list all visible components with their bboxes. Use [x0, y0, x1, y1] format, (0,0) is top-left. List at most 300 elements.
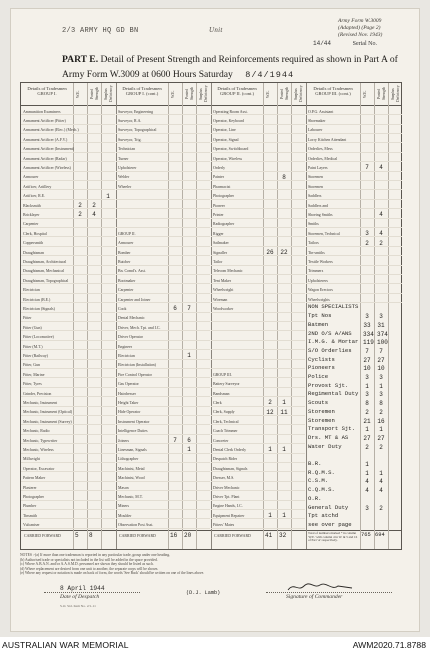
trade-label: Carpenter: [23, 222, 39, 227]
handwritten-trade: Pioneers: [308, 364, 335, 372]
trade-label: Wheelwright: [213, 288, 234, 293]
handwritten-value: 4: [365, 487, 369, 495]
trade-label: Mechanic, Radio: [23, 429, 50, 434]
trade-label: Tent Maker: [213, 278, 231, 283]
trade-label: Mechanic, Instrument: [23, 400, 58, 405]
carried-forward-label: CARRIED FORWARD: [24, 534, 61, 538]
trade-label: Mechanic, Typewriter: [23, 438, 58, 443]
table-row: [211, 361, 305, 369]
strength-value: 7: [173, 437, 177, 444]
strength-value: 2: [379, 239, 383, 247]
trade-label: Artificer, R.E.: [23, 194, 46, 199]
strength-value: 2: [365, 239, 369, 247]
trade-label: Storemen, Technical: [308, 231, 340, 236]
handwritten-trade: Batmen: [308, 320, 329, 328]
strength-value: 8: [282, 173, 286, 181]
trade-label: Orderly: [213, 165, 226, 170]
handwritten-value: 3: [379, 374, 383, 381]
trade-label: Armament Artificer (Elec.) (Mech.): [23, 128, 79, 133]
handwritten-value: 7: [379, 347, 383, 355]
trade-label: Fitter (Locomotive): [23, 335, 54, 340]
trade-label: Machinist, Metal: [118, 466, 145, 471]
strength-value: 11: [280, 408, 288, 416]
trade-label: Miners: [118, 504, 130, 509]
subcolumn-header: Surplus Deficiency: [104, 85, 113, 103]
trade-label: Surveyor, Trig.: [118, 137, 142, 142]
strength-value: 7: [365, 164, 369, 172]
signature-line: [266, 592, 392, 593]
trade-label: Driver, Mech. Tpt. and I.C.: [118, 325, 161, 330]
handwritten-trade: Storemen: [308, 407, 335, 415]
strength-value: 2: [78, 202, 82, 209]
trade-label: Moulder: [118, 513, 132, 518]
trade-label: Operating Room Asst.: [213, 109, 248, 114]
handwritten-trade: 2ND O/S A/ANS: [308, 329, 352, 337]
form-adapted: (Adapted) (Page 2): [338, 25, 381, 31]
trade-label: Tailors: [308, 241, 319, 246]
handwritten-trade: Cyclists: [308, 355, 335, 363]
subcolumn-header: W.E.: [266, 90, 270, 98]
trade-label: Shoemaker: [308, 118, 326, 123]
trade-label: Labourer: [308, 128, 323, 133]
handwritten-value: 1: [379, 469, 383, 477]
details-column-header: Details of Tradesmen GROUP III. (cont.): [313, 86, 353, 96]
trade-label: Carpenter: [118, 288, 134, 293]
trade-label: Orderlies, Mess: [308, 147, 333, 152]
grand-total-value: 694: [375, 532, 385, 538]
subcolumn-header: W.E.: [171, 90, 175, 98]
trade-label: Lithographer: [118, 457, 139, 462]
trade-label: Plumber: [23, 504, 37, 509]
trade-label: Carpenter and Joiner: [118, 297, 151, 302]
totals-note: Total of numbers marked * in column 'W.E.' with column 4 in W. & 5 and 16 of Part 'A' respectively.: [308, 531, 358, 542]
trade-label: Technician: [118, 147, 136, 152]
trade-label: Draughtsman: [23, 250, 44, 255]
trade-label: Bootmaker: [118, 278, 136, 283]
strength-value: 1: [282, 446, 286, 454]
handwritten-trade: Provost Sjt.: [308, 381, 349, 389]
trade-label: Operator, Switchboard: [213, 147, 249, 152]
trade-label: Joiners: [118, 438, 130, 443]
trade-label: Surveyor, Topographical: [118, 128, 157, 133]
trade-label: Concreter: [213, 438, 229, 443]
handwritten-trade: S/O Orderlies: [308, 346, 352, 354]
strength-value: 6: [187, 437, 191, 444]
trade-label: Upholsterers: [308, 278, 328, 283]
handwritten-value: 3: [365, 313, 369, 321]
trade-label: Draughtsman, Architectural: [23, 259, 67, 264]
trade-label: Electrician: [118, 353, 135, 358]
strength-value: 22: [280, 249, 288, 256]
handwritten-value: 1: [365, 426, 369, 434]
note-line: (c) Where A.B.A.N. and/or A.A.S.M.D. personnel are shown they should be listed as such.: [20, 562, 154, 567]
unit-value: 2/3 ARMY HQ GD BN: [62, 27, 139, 35]
handwritten-trade: Tpt atchd: [308, 512, 339, 520]
carried-forward-value: 16: [170, 532, 178, 539]
trade-label: Mechanic, M.T.: [118, 494, 143, 499]
trade-label: Saddlers: [308, 194, 322, 199]
trade-label: Clerk, Hospital: [23, 231, 47, 236]
handwritten-value: 8: [365, 400, 369, 408]
handwritten-value: 4: [365, 478, 369, 486]
handwritten-value: 3: [379, 313, 383, 321]
page-title: [62, 52, 402, 83]
trade-label: Rigger: [213, 231, 224, 236]
handwritten-value: 3: [365, 504, 369, 512]
handwritten-value: 27: [363, 356, 371, 364]
column-divider: [306, 83, 307, 549]
strength-value: 1: [282, 399, 286, 407]
table-row: [211, 314, 305, 322]
trade-label: Photographer: [23, 494, 44, 499]
trade-label: Clerk, Technical: [213, 419, 239, 424]
strength-table: [20, 82, 402, 550]
trade-label: Driver Mechanic: [213, 485, 240, 490]
table-row: [211, 333, 305, 341]
note-line: (d) Where replacement are desired from one unit to another, the separate corps will be shown.: [20, 566, 159, 571]
subcolumn-header: Posted Strength: [185, 87, 194, 101]
carried-forward-value: 32: [279, 532, 287, 539]
handwritten-trade: R.Q.M.S.: [308, 468, 335, 476]
strength-value: 4: [379, 230, 383, 238]
handwritten-value: 2: [365, 443, 369, 451]
trade-label: Storemen: [308, 184, 323, 189]
handwritten-trade: Tpt Nos: [308, 312, 332, 320]
trade-label: Paint Layers: [308, 165, 328, 170]
trade-label: Pharmacist: [213, 184, 231, 189]
strength-value: 1: [282, 512, 286, 520]
handwritten-value: 7: [365, 347, 369, 355]
carried-forward-label: CARRIED FORWARD: [214, 534, 251, 538]
trade-label: Mechanic, Instrument (Optical): [23, 410, 73, 415]
trade-label: Clerk: [213, 400, 222, 405]
trade-label: Electrician (Installation): [118, 363, 156, 368]
trade-label: Tin-smiths: [308, 250, 325, 255]
handwritten-value: 2: [379, 408, 383, 416]
trade-label: Painter: [213, 175, 225, 180]
strength-value: 1: [106, 192, 110, 200]
handwritten-value: 1: [379, 426, 383, 434]
subcolumn-header: Posted Strength: [377, 87, 386, 101]
carried-forward-value: 8: [89, 532, 93, 539]
trade-label: Bricklayer: [23, 212, 40, 217]
subcolumn-header: W.E.: [76, 90, 80, 98]
handwritten-trade: Transport Sjt.: [308, 425, 355, 433]
trade-label: Gas Operator: [118, 382, 139, 387]
trade-label: Fire Control Operator: [118, 372, 152, 377]
trade-label: Operator, Line: [213, 128, 236, 133]
archive-caption-bar: [0, 637, 430, 653]
serial-value: 14/44: [313, 40, 332, 47]
trade-label: Radiographer: [213, 222, 235, 227]
trade-label: Shoeing Smiths: [308, 212, 333, 217]
handwritten-value: 21: [363, 417, 371, 425]
handwritten-value: 8: [379, 400, 383, 408]
handwritten-trade: NON SPECIALISTS: [308, 303, 359, 311]
trade-label: Dental Mechanic: [118, 316, 145, 321]
trade-label: Mason: [118, 485, 129, 490]
trade-label: Operator, Wireless: [213, 156, 243, 161]
trade-label: Pioneer: [213, 203, 225, 208]
details-column-header: Details of Tradesmen GROUP I. (cont.): [122, 86, 162, 96]
strength-value: 6: [173, 305, 177, 313]
trade-label: Vulcaniser: [23, 523, 40, 528]
handwritten-value: 31: [377, 321, 385, 329]
trade-label: Draughtsman, Topographical: [23, 278, 69, 283]
trade-label: Bn. Comd's. Asst.: [118, 269, 146, 274]
trade-label: Textile Workers: [308, 259, 333, 264]
despatch-date: 8 April 1944: [60, 585, 105, 592]
trade-label: Lorry Kitchen Attendant: [308, 137, 347, 142]
trade-label: Blacksmith: [23, 203, 41, 208]
handwritten-trade: I.M.G. & Mortar: [308, 338, 359, 346]
trade-label: Dresser, M.S.: [213, 476, 235, 481]
subcolumn-header: Surplus Deficiency: [294, 85, 303, 103]
handwritten-value: 1: [365, 469, 369, 477]
note-line: (e) Where any request or notation is made on back of form, the words 'See Back' should be written on one of the lines above.: [20, 571, 205, 576]
handwritten-value: 27: [377, 356, 385, 364]
trade-label: Operator, Signal: [213, 137, 239, 142]
handwritten-value: 1: [379, 382, 383, 390]
trade-label: Wireman: [213, 297, 228, 302]
handwritten-trade: Water Duty: [308, 442, 342, 450]
trade-label: Turner: [118, 156, 129, 161]
handwritten-value: 2: [379, 443, 383, 451]
trade-label: Plasterer: [23, 485, 37, 490]
trade-label: Clerk, Supply: [213, 410, 235, 415]
trade-label: Linesman, Signals: [118, 447, 147, 452]
trade-label: Printer: [213, 212, 224, 217]
trade-label: Coppersmith: [23, 241, 44, 246]
trade-label: Coach Trimmer: [213, 429, 238, 434]
unit-label: Unit: [209, 26, 223, 34]
handwritten-value: 16: [377, 417, 385, 425]
trade-label: Operator, Keyboard: [213, 118, 244, 123]
strength-value: 4: [92, 211, 96, 219]
handwritten-value: 1: [365, 382, 369, 390]
trade-label: Bomber: [118, 250, 131, 255]
trade-label: Electrician: [23, 288, 40, 293]
subcolumn-divider: [374, 83, 375, 549]
strength-value: 12: [266, 408, 274, 416]
table-row: [116, 192, 210, 200]
subcolumn-header: Surplus Deficiency: [391, 85, 400, 103]
strength-value: 2: [268, 399, 272, 407]
trade-label: Driver Tpt. Plant: [213, 494, 240, 499]
handwritten-value: 3: [365, 391, 369, 399]
trade-label: Mechanic, Wireless: [23, 447, 54, 452]
trade-label: Fitter, Gun: [23, 363, 40, 368]
handwritten-value: 10: [363, 365, 371, 373]
handwritten-value: 119: [363, 339, 374, 347]
trade-label: Electrician (B.E.): [23, 297, 51, 302]
trade-label: Fitters' Mates: [213, 523, 235, 528]
title-text: Detail of Present Strength and Reinforcements required as shown in Part A of Army Form W.3009 at 0600 Hours Saturday: [62, 54, 398, 80]
trade-label: Fitter (M.T.): [23, 344, 43, 349]
trade-label: Ammunition Examiners: [23, 109, 61, 114]
trade-label: Upholsterer: [118, 165, 137, 170]
subcolumn-header: Posted Strength: [90, 87, 99, 101]
handwritten-value: 1: [365, 461, 369, 468]
trade-label: Pattern Maker: [23, 476, 46, 481]
handwritten-value: 334: [363, 330, 374, 338]
handwritten-value: 2: [365, 408, 369, 416]
despatch-label: Date of Despatch: [60, 594, 100, 600]
trade-label: Smiths: [308, 222, 319, 227]
subcolumn-header: Posted Strength: [280, 87, 289, 101]
trade-label: Engineer: [118, 344, 133, 349]
trade-label: Draughtsman, Mechanical: [23, 269, 65, 274]
trade-label: Cook: [118, 306, 127, 311]
trade-label: Welder: [118, 175, 130, 180]
trade-label: Trimmers: [308, 269, 324, 274]
strength-value: 1: [187, 352, 191, 360]
trade-label: Equipment Repairer: [213, 513, 245, 518]
trade-label: Armament Artificer (Radar): [23, 156, 67, 161]
serial-line: [313, 40, 377, 47]
table-row: [211, 342, 305, 350]
part-label: PART E.: [62, 54, 99, 65]
trade-label: Wheelwrights: [308, 297, 330, 302]
handwritten-trade: B.R.: [308, 460, 322, 467]
handwritten-trade: see over page: [308, 520, 352, 528]
trade-label: Orderlies, Medical: [308, 156, 338, 161]
trade-label: Bandsman: [213, 391, 230, 396]
subcolumn-divider: [388, 83, 389, 549]
trade-label: Armament Artificer (Wireless): [23, 165, 71, 170]
strength-value: 1: [268, 512, 272, 520]
trade-label: Height Taker: [118, 400, 139, 405]
trade-label: Butcher: [118, 259, 131, 264]
subcolumn-divider: [360, 83, 361, 549]
trade-label: Surveyor, R.A.: [118, 118, 142, 123]
print-reference: S.O. Std. Item No. 2/1-11: [60, 604, 96, 608]
handwritten-value: 27: [363, 434, 371, 442]
strength-value: 26: [266, 249, 274, 256]
handwritten-value: 2: [379, 504, 383, 512]
trade-label: Sailmaker: [213, 241, 229, 246]
trade-label: Armourer: [118, 241, 134, 246]
handwritten-value: 10: [377, 365, 385, 373]
trade-label: Tailor: [213, 259, 223, 264]
table-row: [211, 323, 305, 331]
handwritten-trade: O.R.: [308, 494, 322, 502]
trade-label: Wagon Erectors: [308, 288, 333, 293]
trade-label: Despatch Rider: [213, 457, 238, 462]
trade-label: Saddlers and: [308, 203, 328, 208]
handwritten-value: 100: [377, 339, 388, 347]
trade-label: Woodworker: [213, 306, 234, 311]
trade-label: Armament Artificer (Fitter): [23, 118, 66, 123]
details-column-header: Details of Tradesmen GROUP I.: [27, 86, 67, 96]
handwritten-value: 4: [379, 478, 383, 486]
form-reference: [338, 18, 382, 39]
trade-label: Photographer: [213, 194, 234, 199]
trade-label: GROUP III.: [213, 372, 232, 377]
form-notes: [20, 553, 402, 576]
trade-label: Artificer, Artillery: [23, 184, 52, 189]
trade-label: Hide Operator: [118, 410, 141, 415]
trade-label: Armament Artificer (Instrument): [23, 147, 75, 152]
trade-label: Telecom Mechanic: [213, 269, 243, 274]
handwritten-value: 3: [379, 391, 383, 399]
strength-value: 7: [187, 305, 191, 313]
table-row: [211, 351, 305, 359]
trade-label: O.P.G. Assistant: [308, 109, 334, 114]
trade-label: Instrument Operator: [118, 419, 150, 424]
trade-label: Fitter: [23, 316, 32, 321]
trade-label: Surveyor, Engineering: [118, 109, 154, 114]
handwritten-trade: Drs. MT & AS: [308, 433, 349, 441]
trade-label: Fitter (Railway): [23, 353, 48, 358]
strength-value: 2: [92, 202, 96, 209]
trade-label: Mechanic, Instrument (Survey): [23, 419, 72, 424]
details-column-header: Details of Tradesmen GROUP II. (cont.): [217, 86, 257, 96]
trade-label: Draughtsman, Signals: [213, 466, 248, 471]
trade-label: Engine Hands, I.C.: [213, 504, 243, 509]
form-revised: (Revised Nov. 1943): [338, 32, 383, 38]
carried-forward-value: 20: [184, 532, 192, 539]
trade-label: Storemen: [308, 175, 323, 180]
trade-label: Armourer: [23, 175, 39, 180]
trade-label: Fitter, Marine: [23, 372, 45, 377]
trade-label: Fitter (Gun): [23, 325, 42, 330]
trade-label: Machinist, Wood: [118, 476, 145, 481]
table-row: [116, 201, 210, 209]
form-number: Army Form W.3009: [338, 18, 382, 24]
trade-label: Operator, Excavator: [23, 466, 55, 471]
trade-label: Wheeler: [118, 184, 132, 189]
despatch-line: [44, 592, 140, 593]
trade-label: Hairdresser: [118, 391, 136, 396]
strength-value: 3: [365, 230, 369, 238]
trade-label: Battery Surveyor: [213, 382, 240, 387]
subcolumn-header: Surplus Deficiency: [199, 85, 208, 103]
handwritten-value: 374: [377, 330, 388, 338]
grand-total-value: 765: [361, 532, 371, 538]
trade-label: Electrician (Signals): [23, 306, 55, 311]
trade-label: Millwright: [23, 457, 40, 462]
title-date: 8/4/1944: [245, 70, 295, 80]
trade-label: Driver Operator: [118, 335, 143, 340]
trade-label: Signaller: [213, 250, 228, 255]
unit-line: [62, 26, 223, 35]
officer-name: (D.J. Lamb): [186, 590, 221, 596]
carried-forward-label: CARRIED FORWARD: [119, 534, 156, 538]
serial-label: Serial No.: [352, 41, 377, 47]
trade-label: GROUP II.: [118, 231, 136, 236]
strength-value: 2: [78, 211, 82, 219]
handwritten-value: 33: [363, 321, 371, 329]
note-line: (b) Authorised trade or specialists not included in the list will be added in the space provided.: [20, 557, 158, 562]
strength-value: 1: [268, 446, 272, 454]
table-row: [116, 210, 210, 218]
trade-label: Tinsmith: [23, 513, 37, 518]
carried-forward-value: 5: [75, 532, 79, 539]
carried-forward-value: 41: [265, 532, 273, 539]
subcolumn-header: W.E.: [363, 90, 367, 98]
trade-label: Grinder, Precision: [23, 391, 52, 396]
table-row: [116, 220, 210, 228]
strength-value: 4: [379, 211, 383, 219]
trade-label: Armament Artificer (A.F.V.): [23, 137, 68, 142]
strength-value: 4: [379, 164, 383, 172]
handwritten-trade: Scouts: [308, 399, 329, 407]
trade-label: Intelligence Duties: [118, 429, 148, 434]
handwritten-trade: C.S.M.: [308, 477, 329, 485]
handwritten-value: 4: [379, 487, 383, 495]
archive-reference: AWM2020.71.8788: [352, 640, 426, 650]
